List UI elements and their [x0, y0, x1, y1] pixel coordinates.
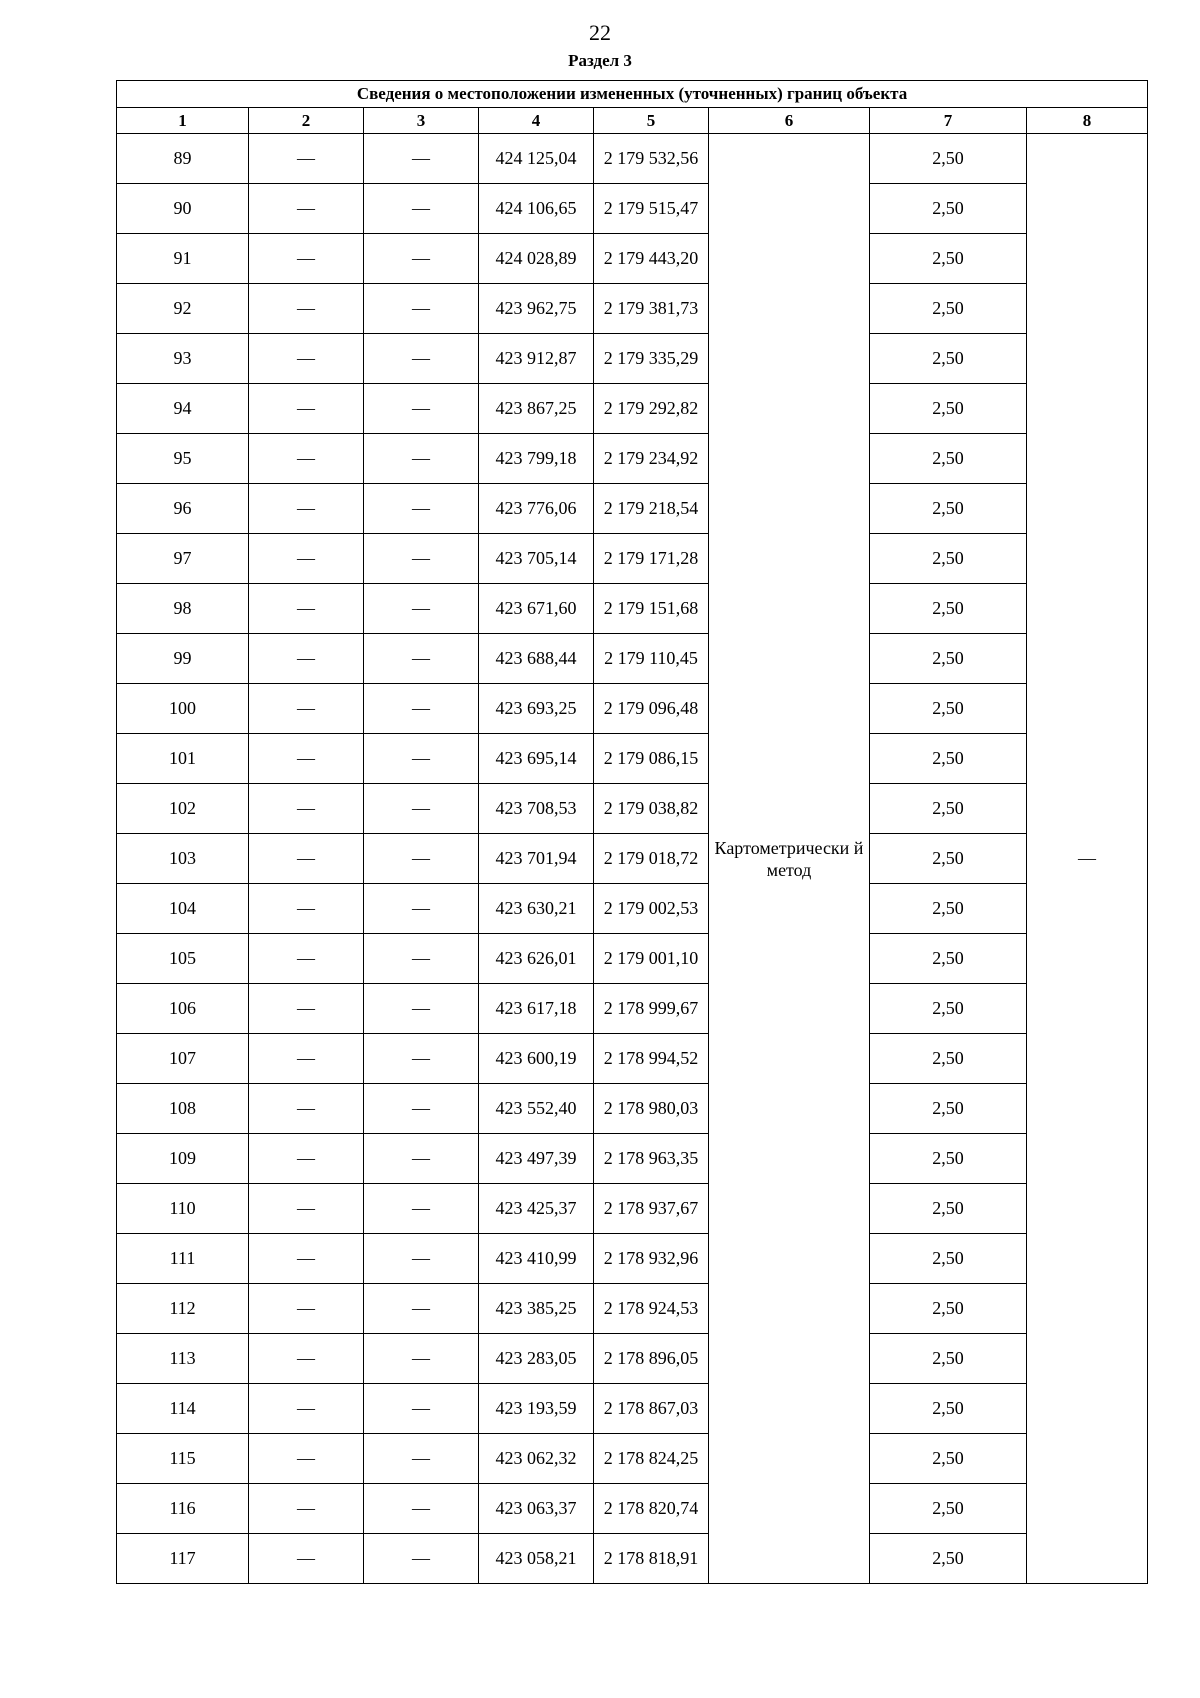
column-3-cell: — [364, 1284, 479, 1334]
column-3-cell: — [364, 184, 479, 234]
column-3-cell: — [364, 934, 479, 984]
table-row [117, 384, 1148, 434]
column-number-row [117, 108, 1148, 134]
accuracy-cell: 2,50 [870, 1434, 1027, 1484]
accuracy-cell: 2,50 [870, 1084, 1027, 1134]
x-coordinate-cell: 423 410,99 [479, 1234, 594, 1284]
accuracy-cell: 2,50 [870, 834, 1027, 884]
y-coordinate-cell: 2 178 963,35 [594, 1134, 709, 1184]
x-coordinate-cell: 423 708,53 [479, 784, 594, 834]
x-coordinate-cell: 423 962,75 [479, 284, 594, 334]
y-coordinate-cell: 2 178 820,74 [594, 1484, 709, 1534]
column-3-cell: — [364, 234, 479, 284]
column-2-cell: — [249, 784, 364, 834]
y-coordinate-cell: 2 179 002,53 [594, 884, 709, 934]
column-3-cell: — [364, 1384, 479, 1434]
table-row [117, 984, 1148, 1034]
column-number: 3 [364, 108, 479, 134]
point-number-cell: 90 [117, 184, 249, 234]
point-number-cell: 113 [117, 1334, 249, 1384]
column-number: 7 [870, 108, 1027, 134]
column-2-cell: — [249, 934, 364, 984]
table-row [117, 784, 1148, 834]
point-number-cell: 89 [117, 134, 249, 184]
column-3-cell: — [364, 1484, 479, 1534]
table-row [117, 434, 1148, 484]
accuracy-cell: 2,50 [870, 734, 1027, 784]
table-title: Сведения о местоположении измененных (уточненных) границ объекта [117, 81, 1148, 108]
accuracy-cell: 2,50 [870, 284, 1027, 334]
section-title: Раздел 3 [568, 51, 632, 70]
y-coordinate-cell: 2 179 381,73 [594, 284, 709, 334]
column-3-cell: — [364, 1334, 479, 1384]
x-coordinate-cell: 423 867,25 [479, 384, 594, 434]
column-2-cell: — [249, 1484, 364, 1534]
column-number: 1 [117, 108, 249, 134]
y-coordinate-cell: 2 179 335,29 [594, 334, 709, 384]
point-number-cell: 93 [117, 334, 249, 384]
table-row [117, 1134, 1148, 1184]
x-coordinate-cell: 423 058,21 [479, 1534, 594, 1584]
y-coordinate-cell: 2 179 443,20 [594, 234, 709, 284]
y-coordinate-cell: 2 179 096,48 [594, 684, 709, 734]
column-3-cell: — [364, 484, 479, 534]
y-coordinate-cell: 2 179 110,45 [594, 634, 709, 684]
y-coordinate-cell: 2 179 018,72 [594, 834, 709, 884]
accuracy-cell: 2,50 [870, 1334, 1027, 1384]
column-2-cell: — [249, 634, 364, 684]
y-coordinate-cell: 2 178 824,25 [594, 1434, 709, 1484]
accuracy-cell: 2,50 [870, 1134, 1027, 1184]
column-number: 4 [479, 108, 594, 134]
x-coordinate-cell: 423 617,18 [479, 984, 594, 1034]
y-coordinate-cell: 2 178 896,05 [594, 1334, 709, 1384]
column-3-cell: — [364, 584, 479, 634]
column-2-cell: — [249, 184, 364, 234]
column-2-cell: — [249, 334, 364, 384]
y-coordinate-cell: 2 179 171,28 [594, 534, 709, 584]
point-number-cell: 92 [117, 284, 249, 334]
table-row [117, 184, 1148, 234]
column-number: 2 [249, 108, 364, 134]
point-number-cell: 104 [117, 884, 249, 934]
column-3-cell: — [364, 434, 479, 484]
point-number-cell: 110 [117, 1184, 249, 1234]
table-row [117, 1084, 1148, 1134]
point-number-cell: 99 [117, 634, 249, 684]
column-3-cell: — [364, 884, 479, 934]
accuracy-cell: 2,50 [870, 1484, 1027, 1534]
table-row [117, 1034, 1148, 1084]
point-number-cell: 116 [117, 1484, 249, 1534]
coordinates-table [116, 80, 1148, 1584]
point-number-cell: 105 [117, 934, 249, 984]
x-coordinate-cell: 423 701,94 [479, 834, 594, 884]
x-coordinate-cell: 423 630,21 [479, 884, 594, 934]
accuracy-cell: 2,50 [870, 634, 1027, 684]
table-row [117, 234, 1148, 284]
column-3-cell: — [364, 1184, 479, 1234]
column-2-cell: — [249, 284, 364, 334]
column-number: 8 [1027, 108, 1148, 134]
accuracy-cell: 2,50 [870, 184, 1027, 234]
accuracy-cell: 2,50 [870, 784, 1027, 834]
x-coordinate-cell: 423 776,06 [479, 484, 594, 534]
column-2-cell: — [249, 534, 364, 584]
x-coordinate-cell: 423 799,18 [479, 434, 594, 484]
column-2-cell: — [249, 434, 364, 484]
table-row [117, 1234, 1148, 1284]
column-3-cell: — [364, 734, 479, 784]
accuracy-cell: 2,50 [870, 934, 1027, 984]
point-number-cell: 102 [117, 784, 249, 834]
page-number: 22 [589, 20, 611, 45]
table-row [117, 684, 1148, 734]
accuracy-cell: 2,50 [870, 1284, 1027, 1334]
table-row [117, 484, 1148, 534]
table-row [117, 1484, 1148, 1534]
y-coordinate-cell: 2 178 818,91 [594, 1534, 709, 1584]
y-coordinate-cell: 2 179 234,92 [594, 434, 709, 484]
column-3-cell: — [364, 1534, 479, 1584]
column-2-cell: — [249, 484, 364, 534]
point-number-cell: 108 [117, 1084, 249, 1134]
point-number-cell: 109 [117, 1134, 249, 1184]
y-coordinate-cell: 2 179 218,54 [594, 484, 709, 534]
method-cell: Картометрически й метод [709, 134, 870, 1584]
column-2-cell: — [249, 384, 364, 434]
y-coordinate-cell: 2 178 994,52 [594, 1034, 709, 1084]
y-coordinate-cell: 2 179 086,15 [594, 734, 709, 784]
x-coordinate-cell: 424 125,04 [479, 134, 594, 184]
column-2-cell: — [249, 834, 364, 884]
column-2-cell: — [249, 1134, 364, 1184]
table-row [117, 534, 1148, 584]
column-2-cell: — [249, 134, 364, 184]
accuracy-cell: 2,50 [870, 1384, 1027, 1434]
point-number-cell: 96 [117, 484, 249, 534]
y-coordinate-cell: 2 178 867,03 [594, 1384, 709, 1434]
column-8-cell: — [1027, 134, 1148, 1584]
column-3-cell: — [364, 1134, 479, 1184]
accuracy-cell: 2,50 [870, 1034, 1027, 1084]
table-row [117, 1184, 1148, 1234]
accuracy-cell: 2,50 [870, 434, 1027, 484]
x-coordinate-cell: 423 497,39 [479, 1134, 594, 1184]
accuracy-cell: 2,50 [870, 584, 1027, 634]
y-coordinate-cell: 2 179 515,47 [594, 184, 709, 234]
x-coordinate-cell: 423 552,40 [479, 1084, 594, 1134]
accuracy-cell: 2,50 [870, 984, 1027, 1034]
column-2-cell: — [249, 1384, 364, 1434]
table-row [117, 284, 1148, 334]
table-title-row [117, 81, 1148, 108]
accuracy-cell: 2,50 [870, 234, 1027, 284]
column-2-cell: — [249, 984, 364, 1034]
column-2-cell: — [249, 734, 364, 784]
accuracy-cell: 2,50 [870, 1534, 1027, 1584]
y-coordinate-cell: 2 178 932,96 [594, 1234, 709, 1284]
column-2-cell: — [249, 884, 364, 934]
table-row [117, 1284, 1148, 1334]
column-3-cell: — [364, 334, 479, 384]
y-coordinate-cell: 2 179 038,82 [594, 784, 709, 834]
column-2-cell: — [249, 1034, 364, 1084]
y-coordinate-cell: 2 179 151,68 [594, 584, 709, 634]
point-number-cell: 101 [117, 734, 249, 784]
accuracy-cell: 2,50 [870, 1184, 1027, 1234]
table-row [117, 584, 1148, 634]
point-number-cell: 91 [117, 234, 249, 284]
column-2-cell: — [249, 1334, 364, 1384]
table-row [117, 134, 1148, 184]
accuracy-cell: 2,50 [870, 684, 1027, 734]
table-row [117, 334, 1148, 384]
table-row [117, 1384, 1148, 1434]
x-coordinate-cell: 423 062,32 [479, 1434, 594, 1484]
x-coordinate-cell: 423 671,60 [479, 584, 594, 634]
x-coordinate-cell: 423 693,25 [479, 684, 594, 734]
accuracy-cell: 2,50 [870, 1234, 1027, 1284]
accuracy-cell: 2,50 [870, 384, 1027, 434]
x-coordinate-cell: 423 063,37 [479, 1484, 594, 1534]
table-row [117, 834, 1148, 884]
point-number-cell: 97 [117, 534, 249, 584]
column-number: 5 [594, 108, 709, 134]
y-coordinate-cell: 2 178 924,53 [594, 1284, 709, 1334]
column-number: 6 [709, 108, 870, 134]
point-number-cell: 114 [117, 1384, 249, 1434]
table-row [117, 884, 1148, 934]
table-row [117, 734, 1148, 784]
x-coordinate-cell: 423 283,05 [479, 1334, 594, 1384]
column-2-cell: — [249, 234, 364, 284]
column-2-cell: — [249, 1084, 364, 1134]
column-3-cell: — [364, 834, 479, 884]
y-coordinate-cell: 2 178 999,67 [594, 984, 709, 1034]
x-coordinate-cell: 423 695,14 [479, 734, 594, 784]
point-number-cell: 107 [117, 1034, 249, 1084]
x-coordinate-cell: 423 600,19 [479, 1034, 594, 1084]
accuracy-cell: 2,50 [870, 134, 1027, 184]
accuracy-cell: 2,50 [870, 534, 1027, 584]
y-coordinate-cell: 2 178 980,03 [594, 1084, 709, 1134]
column-3-cell: — [364, 684, 479, 734]
column-2-cell: — [249, 1434, 364, 1484]
table-row [117, 934, 1148, 984]
y-coordinate-cell: 2 179 001,10 [594, 934, 709, 984]
column-3-cell: — [364, 984, 479, 1034]
point-number-cell: 98 [117, 584, 249, 634]
point-number-cell: 106 [117, 984, 249, 1034]
point-number-cell: 100 [117, 684, 249, 734]
y-coordinate-cell: 2 179 292,82 [594, 384, 709, 434]
x-coordinate-cell: 423 425,37 [479, 1184, 594, 1234]
column-2-cell: — [249, 584, 364, 634]
x-coordinate-cell: 423 912,87 [479, 334, 594, 384]
column-3-cell: — [364, 134, 479, 184]
column-3-cell: — [364, 784, 479, 834]
x-coordinate-cell: 424 106,65 [479, 184, 594, 234]
column-3-cell: — [364, 1234, 479, 1284]
column-3-cell: — [364, 1084, 479, 1134]
point-number-cell: 115 [117, 1434, 249, 1484]
column-2-cell: — [249, 684, 364, 734]
column-2-cell: — [249, 1534, 364, 1584]
column-3-cell: — [364, 284, 479, 334]
column-2-cell: — [249, 1234, 364, 1284]
y-coordinate-cell: 2 178 937,67 [594, 1184, 709, 1234]
column-3-cell: — [364, 1034, 479, 1084]
column-2-cell: — [249, 1284, 364, 1334]
x-coordinate-cell: 423 688,44 [479, 634, 594, 684]
column-2-cell: — [249, 1184, 364, 1234]
table-row [117, 1534, 1148, 1584]
column-3-cell: — [364, 1434, 479, 1484]
column-3-cell: — [364, 384, 479, 434]
x-coordinate-cell: 423 626,01 [479, 934, 594, 984]
point-number-cell: 103 [117, 834, 249, 884]
x-coordinate-cell: 423 385,25 [479, 1284, 594, 1334]
x-coordinate-cell: 423 193,59 [479, 1384, 594, 1434]
accuracy-cell: 2,50 [870, 334, 1027, 384]
table-row [117, 1334, 1148, 1384]
x-coordinate-cell: 423 705,14 [479, 534, 594, 584]
point-number-cell: 94 [117, 384, 249, 434]
point-number-cell: 112 [117, 1284, 249, 1334]
y-coordinate-cell: 2 179 532,56 [594, 134, 709, 184]
x-coordinate-cell: 424 028,89 [479, 234, 594, 284]
point-number-cell: 117 [117, 1534, 249, 1584]
column-3-cell: — [364, 534, 479, 584]
point-number-cell: 95 [117, 434, 249, 484]
point-number-cell: 111 [117, 1234, 249, 1284]
table-row [117, 1434, 1148, 1484]
accuracy-cell: 2,50 [870, 484, 1027, 534]
accuracy-cell: 2,50 [870, 884, 1027, 934]
column-3-cell: — [364, 634, 479, 684]
table-row [117, 634, 1148, 684]
